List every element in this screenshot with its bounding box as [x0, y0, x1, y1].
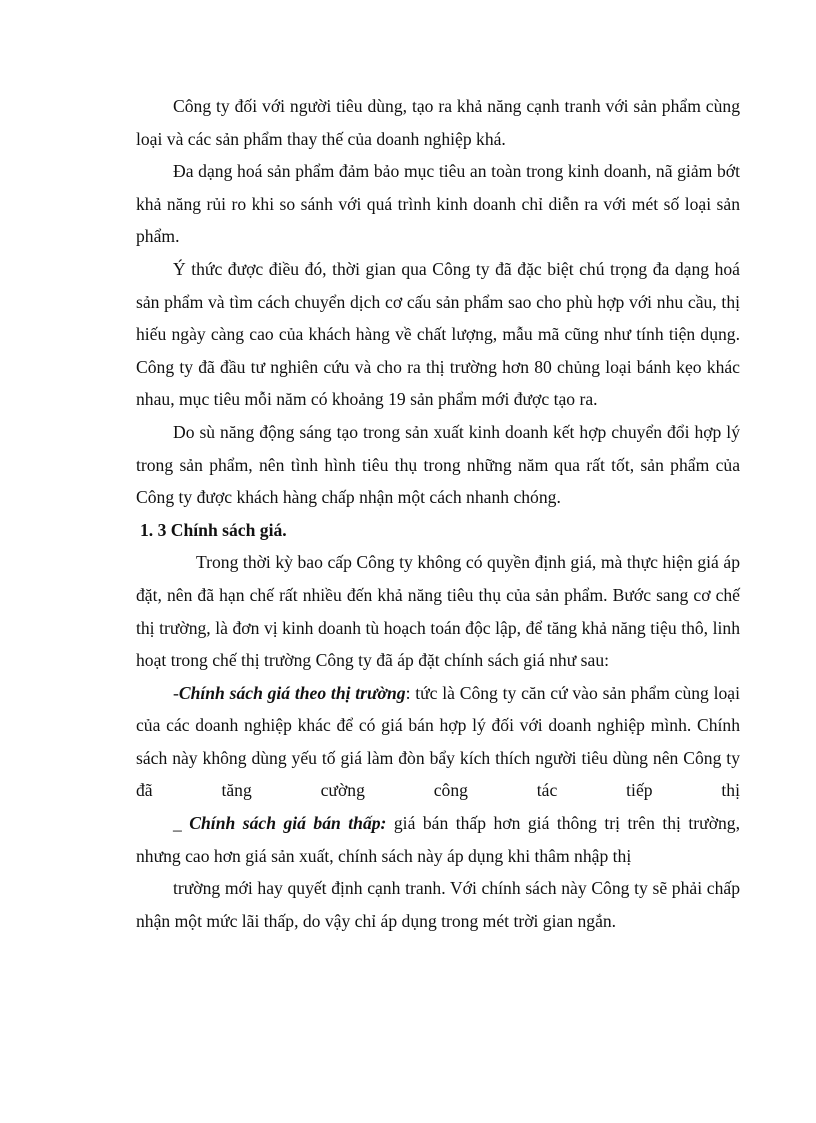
paragraph-6: trường mới hay quyết định cạnh tranh. Với chính sách này Công ty sẽ phải chấp nhận một mức lãi thấp, do vậy chỉ áp dụng trong mét trời gian ngắn. — [136, 878, 740, 931]
policy-item-text: : tức là Công ty căn cứ vào sản phẩm cùng loại của các doanh nghiệp khác để có giá bán hợp lý đối với doanh nghiệp mình. Chính sách này không dùng yếu tố giá làm đòn bẩy kích thích người tiêu dùng nên Công ty đã tăng cường công tác tiếp thị — [136, 682, 741, 801]
policy-item-title: Chính sách giá theo thị trường — [178, 682, 406, 703]
policy-item-text: giá bán thấp hơn giá thông trị trên thị trường, nhưng cao hơn giá sản xuất, chính sách này áp dụng khi thâm nhập thị — [136, 813, 740, 866]
policy-item-prefix: _ — [173, 813, 190, 834]
policy-item-title: Chính sách giá bán thấp: — [189, 813, 387, 834]
section-heading: 1. 3 Chính sách giá. — [140, 519, 287, 540]
paragraph-2: Đa dạng hoá sản phẩm đảm bảo mục tiêu an toàn trong kinh doanh, nã giảm bớt khả năng rủi ro khi so sánh với quá trình kinh doanh chỉ diễn ra với mét số loại sản phẩm. — [136, 161, 740, 247]
paragraph-3: Ý thức được điều đó, thời gian qua Công ty đã đặc biệt chú trọng đa dạng hoá sản phẩm và tìm cách chuyển dịch cơ cấu sản phẩm sao cho phù hợp với nhu cầu, thị hiếu ngày càng cao của khách hàng về chất lượng, mẫu mã cũng như tính tiện dụng. Công ty đã đầu tư nghiên cứu và cho ra thị trường hơn 80 chủng loại bánh kẹo khác nhau, mục tiêu mỗi năm có khoảng 19 sản phẩm mới được tạo ra. — [136, 258, 740, 410]
paragraph-1: Công ty đối với người tiêu dùng, tạo ra khả năng cạnh tranh với sản phẩm cùng loại và các sản phẩm thay thế của doanh nghiệp khá. — [136, 96, 740, 149]
policy-item-prefix: - — [173, 682, 179, 703]
policy-item-market-price — [136, 677, 740, 807]
document-body — [136, 90, 740, 937]
paragraph-4: Do sù năng động sáng tạo trong sản xuất kinh doanh kết hợp chuyển đổi hợp lý trong sản phẩm, nên tình hình tiêu thụ trong những năm qua rất tốt, sản phẩm của Công ty được khách hàng chấp nhận một cách nhanh chóng. — [136, 421, 740, 508]
policy-item-low-price — [136, 807, 740, 872]
paragraph-5: Trong thời kỳ bao cấp Công ty không có quyền định giá, mà thực hiện giá áp đặt, nên đã hạn chế rất nhiều đến khả năng tiêu thụ của sản phẩm. Bước sang cơ chế thị trường, là đơn vị kinh doanh tù hoạch toán độc lập, để tăng khả năng tiệu thô, linh hoạt trong chế thị trường Công ty đã áp đặt chính sách giá như sau: — [136, 552, 740, 671]
